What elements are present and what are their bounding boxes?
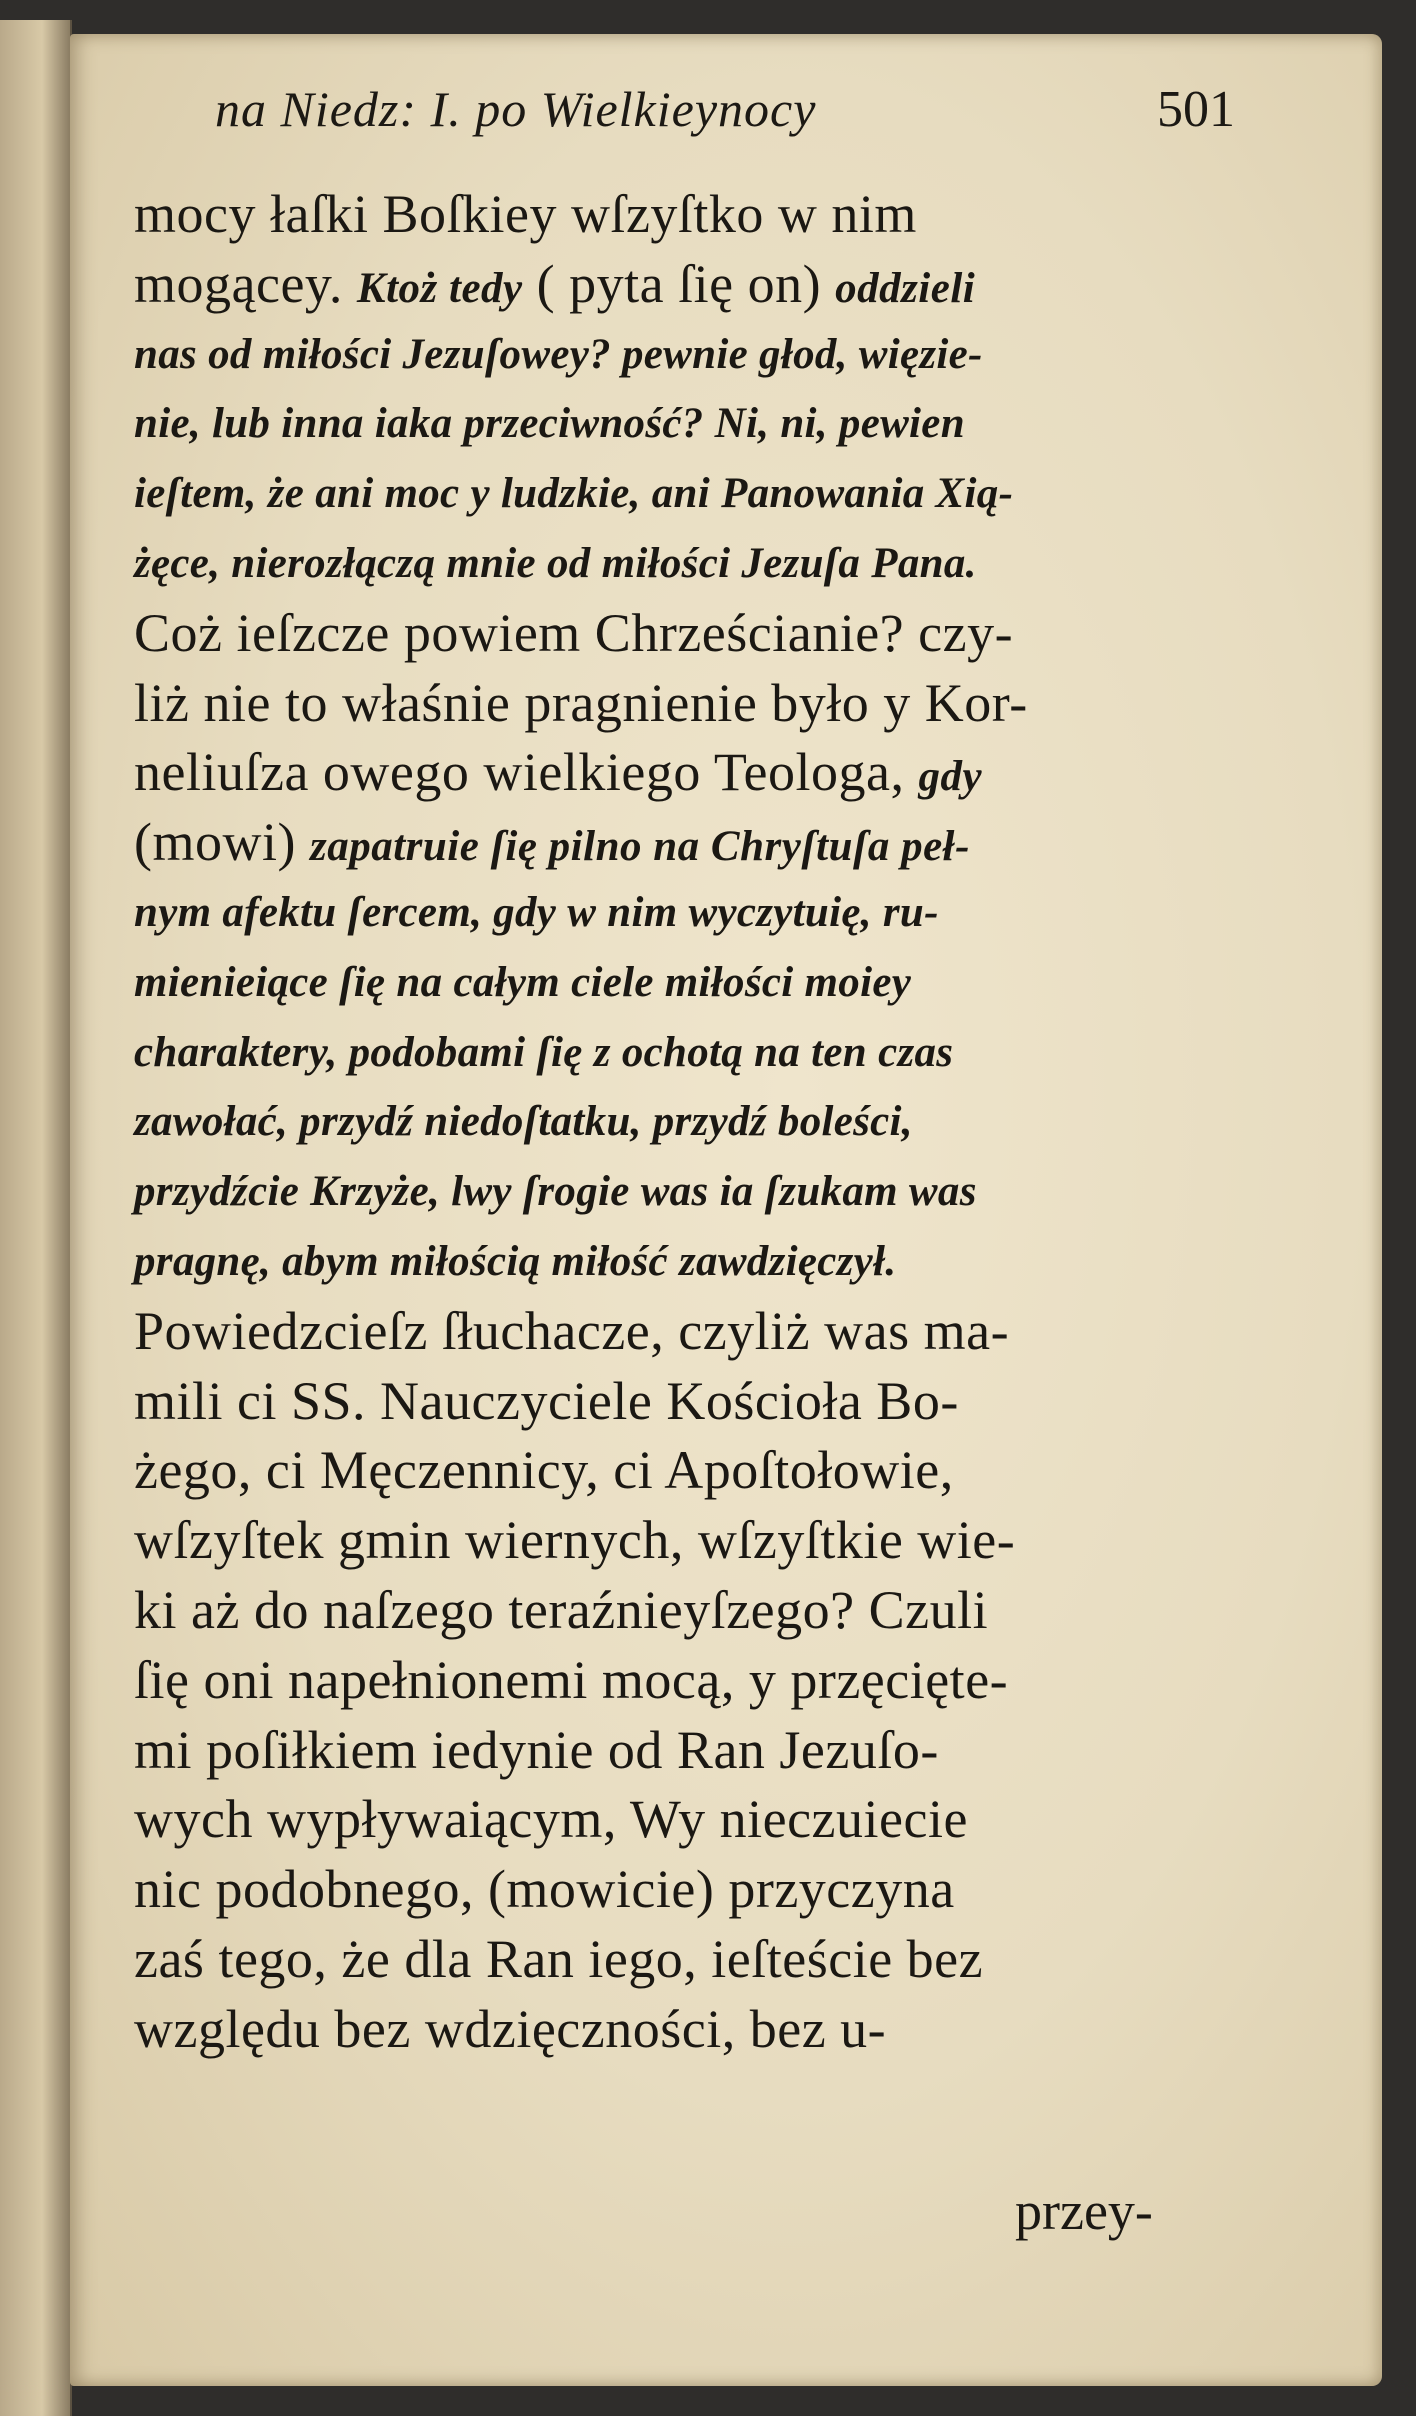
text-line-16: pragnę, abym miłością miłość zawdzięczył.	[134, 1237, 897, 1285]
text-line-2-b: Ktoż tedy	[356, 264, 523, 312]
text-line-22: ſię oni napełnionemi mocą, y przęcięte-	[134, 1649, 1009, 1710]
page-number: 501	[1157, 81, 1235, 138]
text-line-4: nie, lub inna iaka przeciwność? Ni, ni, pewien	[134, 400, 965, 448]
text-line-26: zaś tego, że dla Ran iego, ieſteście bez	[134, 1928, 984, 1989]
text-line-9	[134, 738, 1284, 808]
text-line-20: wſzyſtek gmin wiernych, wſzyſtkie wie-	[134, 1510, 1016, 1571]
text-line-25: nic podobnego, (mowicie) przyczyna	[134, 1859, 955, 1920]
text-line-13: charaktery, podobami ſię z ochotą na ten czas	[134, 1028, 954, 1076]
text-line-3: nas od miłości Jezuſowey? pewnie głod, więzie-	[134, 330, 983, 378]
text-line-27: względu bez wdzięczności, bez u-	[134, 1998, 887, 2059]
text-line-2-c: ( pyta ſię on)	[522, 253, 836, 314]
text-line-1: mocy łaſki Boſkiey wſzyſtko w nim	[134, 184, 917, 244]
text-line-18: mili ci SS. Nauczyciele Kościoła Bo-	[134, 1370, 959, 1431]
text-line-19: żego, ci Męczennicy, ci Apoſtołowie,	[134, 1440, 954, 1501]
text-line-12: mienieiące ſię na całym ciele miłości moiey	[134, 958, 912, 1006]
text-line-11: nym afektu ſercem, gdy w nim wyczytuię, ru-	[134, 888, 939, 936]
body-text	[134, 180, 1284, 2065]
text-line-2-d: oddzieli	[835, 264, 976, 312]
text-line-21: ki aż do naſzego teraźnieyſzego? Czuli	[134, 1579, 989, 1640]
text-line-10	[134, 808, 1284, 878]
left-page-edge	[0, 20, 72, 2416]
text-line-14: zawołać, przydź niedoſtatku, przydź boleści,	[134, 1098, 913, 1146]
text-line-23: mi poſiłkiem iedynie od Ran Jezuſo-	[134, 1719, 939, 1780]
text-line-17: Powiedzcieſz ſłuchacze, czyliż was ma-	[134, 1300, 1010, 1361]
text-line-10-b: zapatruie ſię pilno na Chryſtuſa peł-	[309, 823, 970, 871]
running-title: na Niedz: I. po Wielkieynocy	[215, 81, 817, 137]
text-line-7: Coż ieſzcze powiem Chrześcianie? czy-	[134, 602, 1014, 663]
text-line-9-a: neliuſza owego wielkiego Teologa,	[134, 742, 919, 803]
text-line-2	[134, 250, 1284, 320]
text-line-2-a: mogącey.	[134, 253, 357, 314]
text-line-5: ieſtem, że ani moc y ludzkie, ani Panowania Xią-	[134, 470, 1014, 518]
text-line-15: przydźcie Krzyże, lwy ſrogie was ia ſzukam was	[134, 1168, 977, 1216]
catchword: przey-	[1015, 2181, 1153, 2241]
text-line-10-a: (mowi)	[134, 812, 310, 873]
text-line-6: żęce, nierozłączą mnie od miłości Jezuſa Pana.	[134, 539, 977, 587]
text-line-8: liż nie to właśnie pragnienie było y Kor-	[134, 672, 1028, 733]
running-head	[215, 80, 1235, 150]
text-line-24: wych wypływaiącym, Wy nieczuiecie	[134, 1789, 968, 1850]
text-line-9-b: gdy	[918, 753, 983, 801]
